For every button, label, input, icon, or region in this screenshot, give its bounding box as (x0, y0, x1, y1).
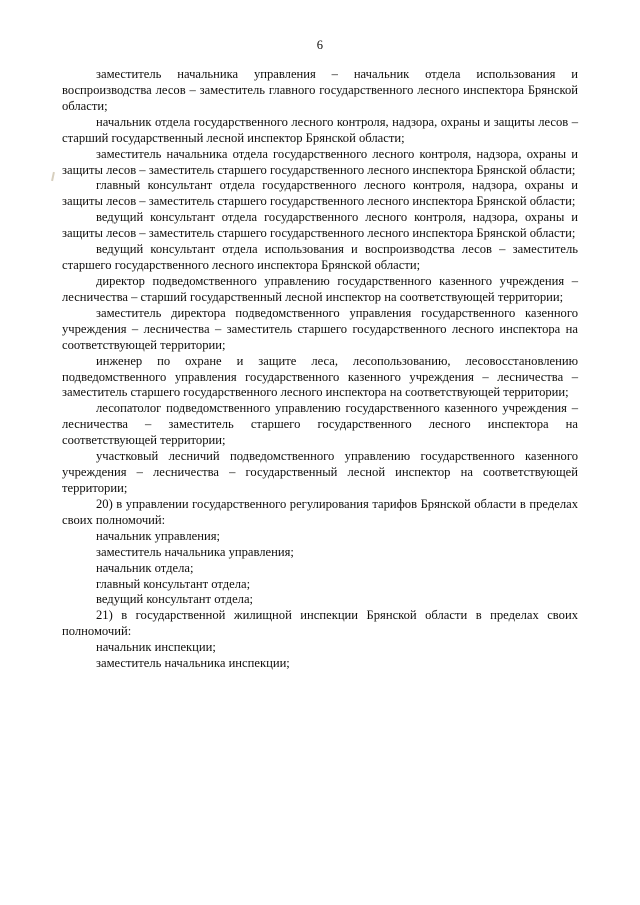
paragraph: начальник инспекции; (96, 640, 216, 655)
paragraph: 20) в управлении государственного регулирования тарифов Брянской области в пределах своих полномочий: (62, 496, 578, 527)
paragraph: 21) в государственной жилищной инспекции Брянской области в пределах своих полномочий: (62, 608, 578, 639)
paragraph: начальник отдела; (96, 560, 194, 575)
paragraph: начальник отдела государственного лесного контроля, надзора, охраны и защиты лесов – старший государственный лесной инспектор Брянской области; (62, 114, 578, 145)
paragraph: главный консультант отдела; (96, 576, 251, 591)
paragraph: ведущий консультант отдела государственного лесного контроля, надзора, охраны и защиты лесов – заместитель старшего государственного лесного инспектора Брянской области; (62, 210, 578, 241)
paragraph: начальник управления; (96, 528, 220, 543)
paragraph: лесопатолог подведомственного управлению государственного казенного учреждения – лесничества – заместитель старшего государственного лесного инспектора на соответствующей территории; (62, 401, 578, 448)
paragraph: заместитель начальника управления; (96, 544, 294, 559)
paragraph: участковый лесничий подведомственного управлению государственного казенного учреждения – лесничества – государственный лесной инспектор на соответствующей территории; (62, 449, 578, 495)
paragraph: заместитель начальника инспекции; (96, 656, 290, 671)
paragraph: ведущий консультант отдела использования и воспроизводства лесов – заместитель старшего государственного лесного инспектора Брянской области; (62, 242, 578, 273)
paragraph: заместитель начальника управления – начальник отдела использования и воспроизводства лесов – заместитель главного государственного лесного инспектора Брянской области; (62, 67, 578, 113)
paragraph: инженер по охране и защите леса, лесопользованию, лесовосстановлению подведомственного управления государственного казенного учреждения – лесничества – заместитель старшего государственного лесного инспектора на соответствующей территории; (62, 353, 578, 400)
paragraph: ведущий консультант отдела; (96, 592, 254, 607)
paragraph: заместитель начальника отдела государственного лесного контроля, надзора, охраны и защиты лесов – заместитель старшего государственного лесного инспектора Брянской области; (62, 146, 578, 177)
page-number: 6 (316, 38, 324, 52)
document-body (62, 67, 578, 672)
paragraph: директор подведомственного управлению государственного казенного учреждения – лесничества – старший государственный лесной инспектор на соответствующей территории; (62, 273, 578, 304)
paragraph: главный консультант отдела государственного лесного контроля, надзора, охраны и защиты лесов – заместитель старшего государственного лесного инспектора Брянской области; (62, 178, 578, 209)
scan-artifact-mark (51, 172, 55, 181)
paragraph: заместитель директора подведомственного управления государственного казенного учреждения – лесничества – заместитель старшего государственного лесного инспектора на соответствующей территории; (62, 305, 578, 352)
